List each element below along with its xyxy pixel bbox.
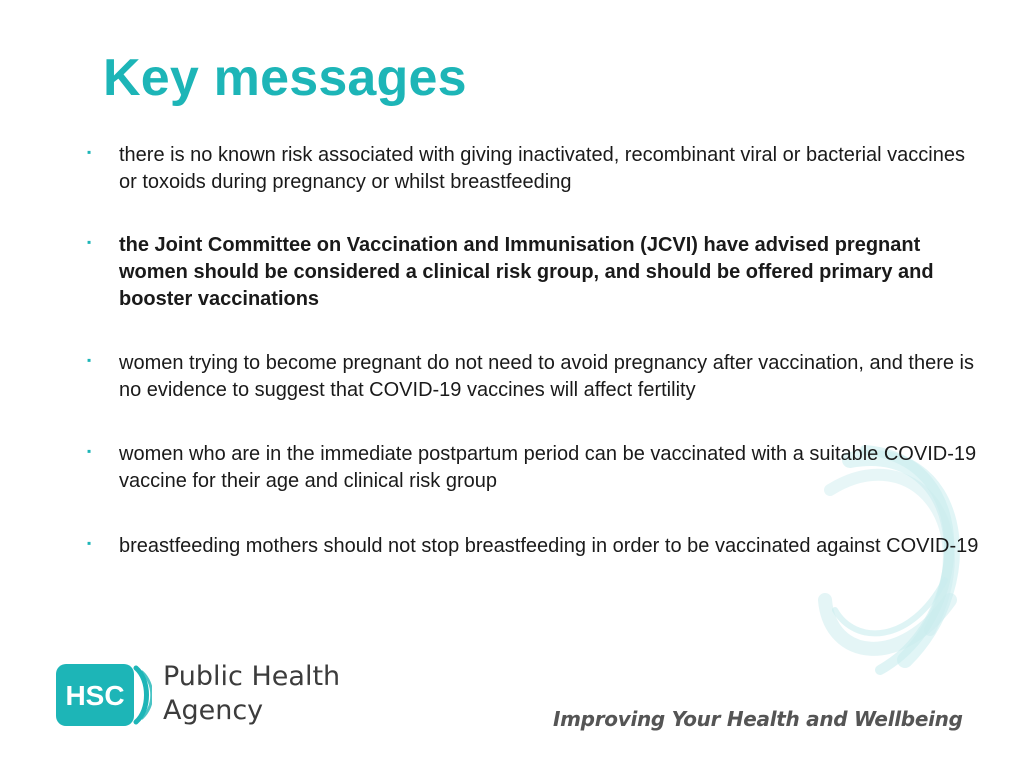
list-item-text: women who are in the immediate postpartum period can be vaccinated with a suitable COVID-19 vaccine for their age and clinical risk group	[119, 443, 977, 492]
list-item	[87, 232, 979, 313]
logo-line-agency: Agency	[163, 695, 264, 726]
bullet-icon: ▪	[87, 444, 92, 458]
bullet-icon: ▪	[87, 353, 92, 367]
list-item	[87, 350, 979, 404]
list-item-text: the Joint Committee on Vaccination and Immunisation (JCVI) have advised pregnant women should be considered a clinical risk group, and should be offered primary and booster vaccinations	[119, 234, 934, 310]
list-item	[87, 441, 979, 495]
list-item-text: there is no known risk associated with giving inactivated, recombinant viral or bacterial vaccines or toxoids during pregnancy or whilst breastfeeding	[119, 144, 965, 193]
bullet-icon: ▪	[87, 536, 92, 550]
list-item	[87, 533, 979, 560]
footer-tagline: Improving Your Health and Wellbeing	[553, 707, 963, 731]
hsc-logo-badge	[56, 662, 152, 728]
logo-badge-text: HSC	[65, 680, 125, 711]
bullet-icon: ▪	[87, 145, 92, 159]
public-health-agency-logo	[56, 660, 356, 735]
list-item-text: women trying to become pregnant do not need to avoid pregnancy after vaccination, and there is no evidence to suggest that COVID-19 vaccines will affect fertility	[119, 352, 974, 401]
list-item-text: breastfeeding mothers should not stop breastfeeding in order to be vaccinated against COVID-19	[119, 535, 979, 557]
list-item	[87, 142, 979, 196]
bullet-icon: ▪	[87, 235, 92, 249]
logo-line-public-health: Public Health	[163, 661, 341, 692]
logo-wordmark	[163, 660, 340, 728]
slide-title: Key messages	[103, 49, 467, 107]
